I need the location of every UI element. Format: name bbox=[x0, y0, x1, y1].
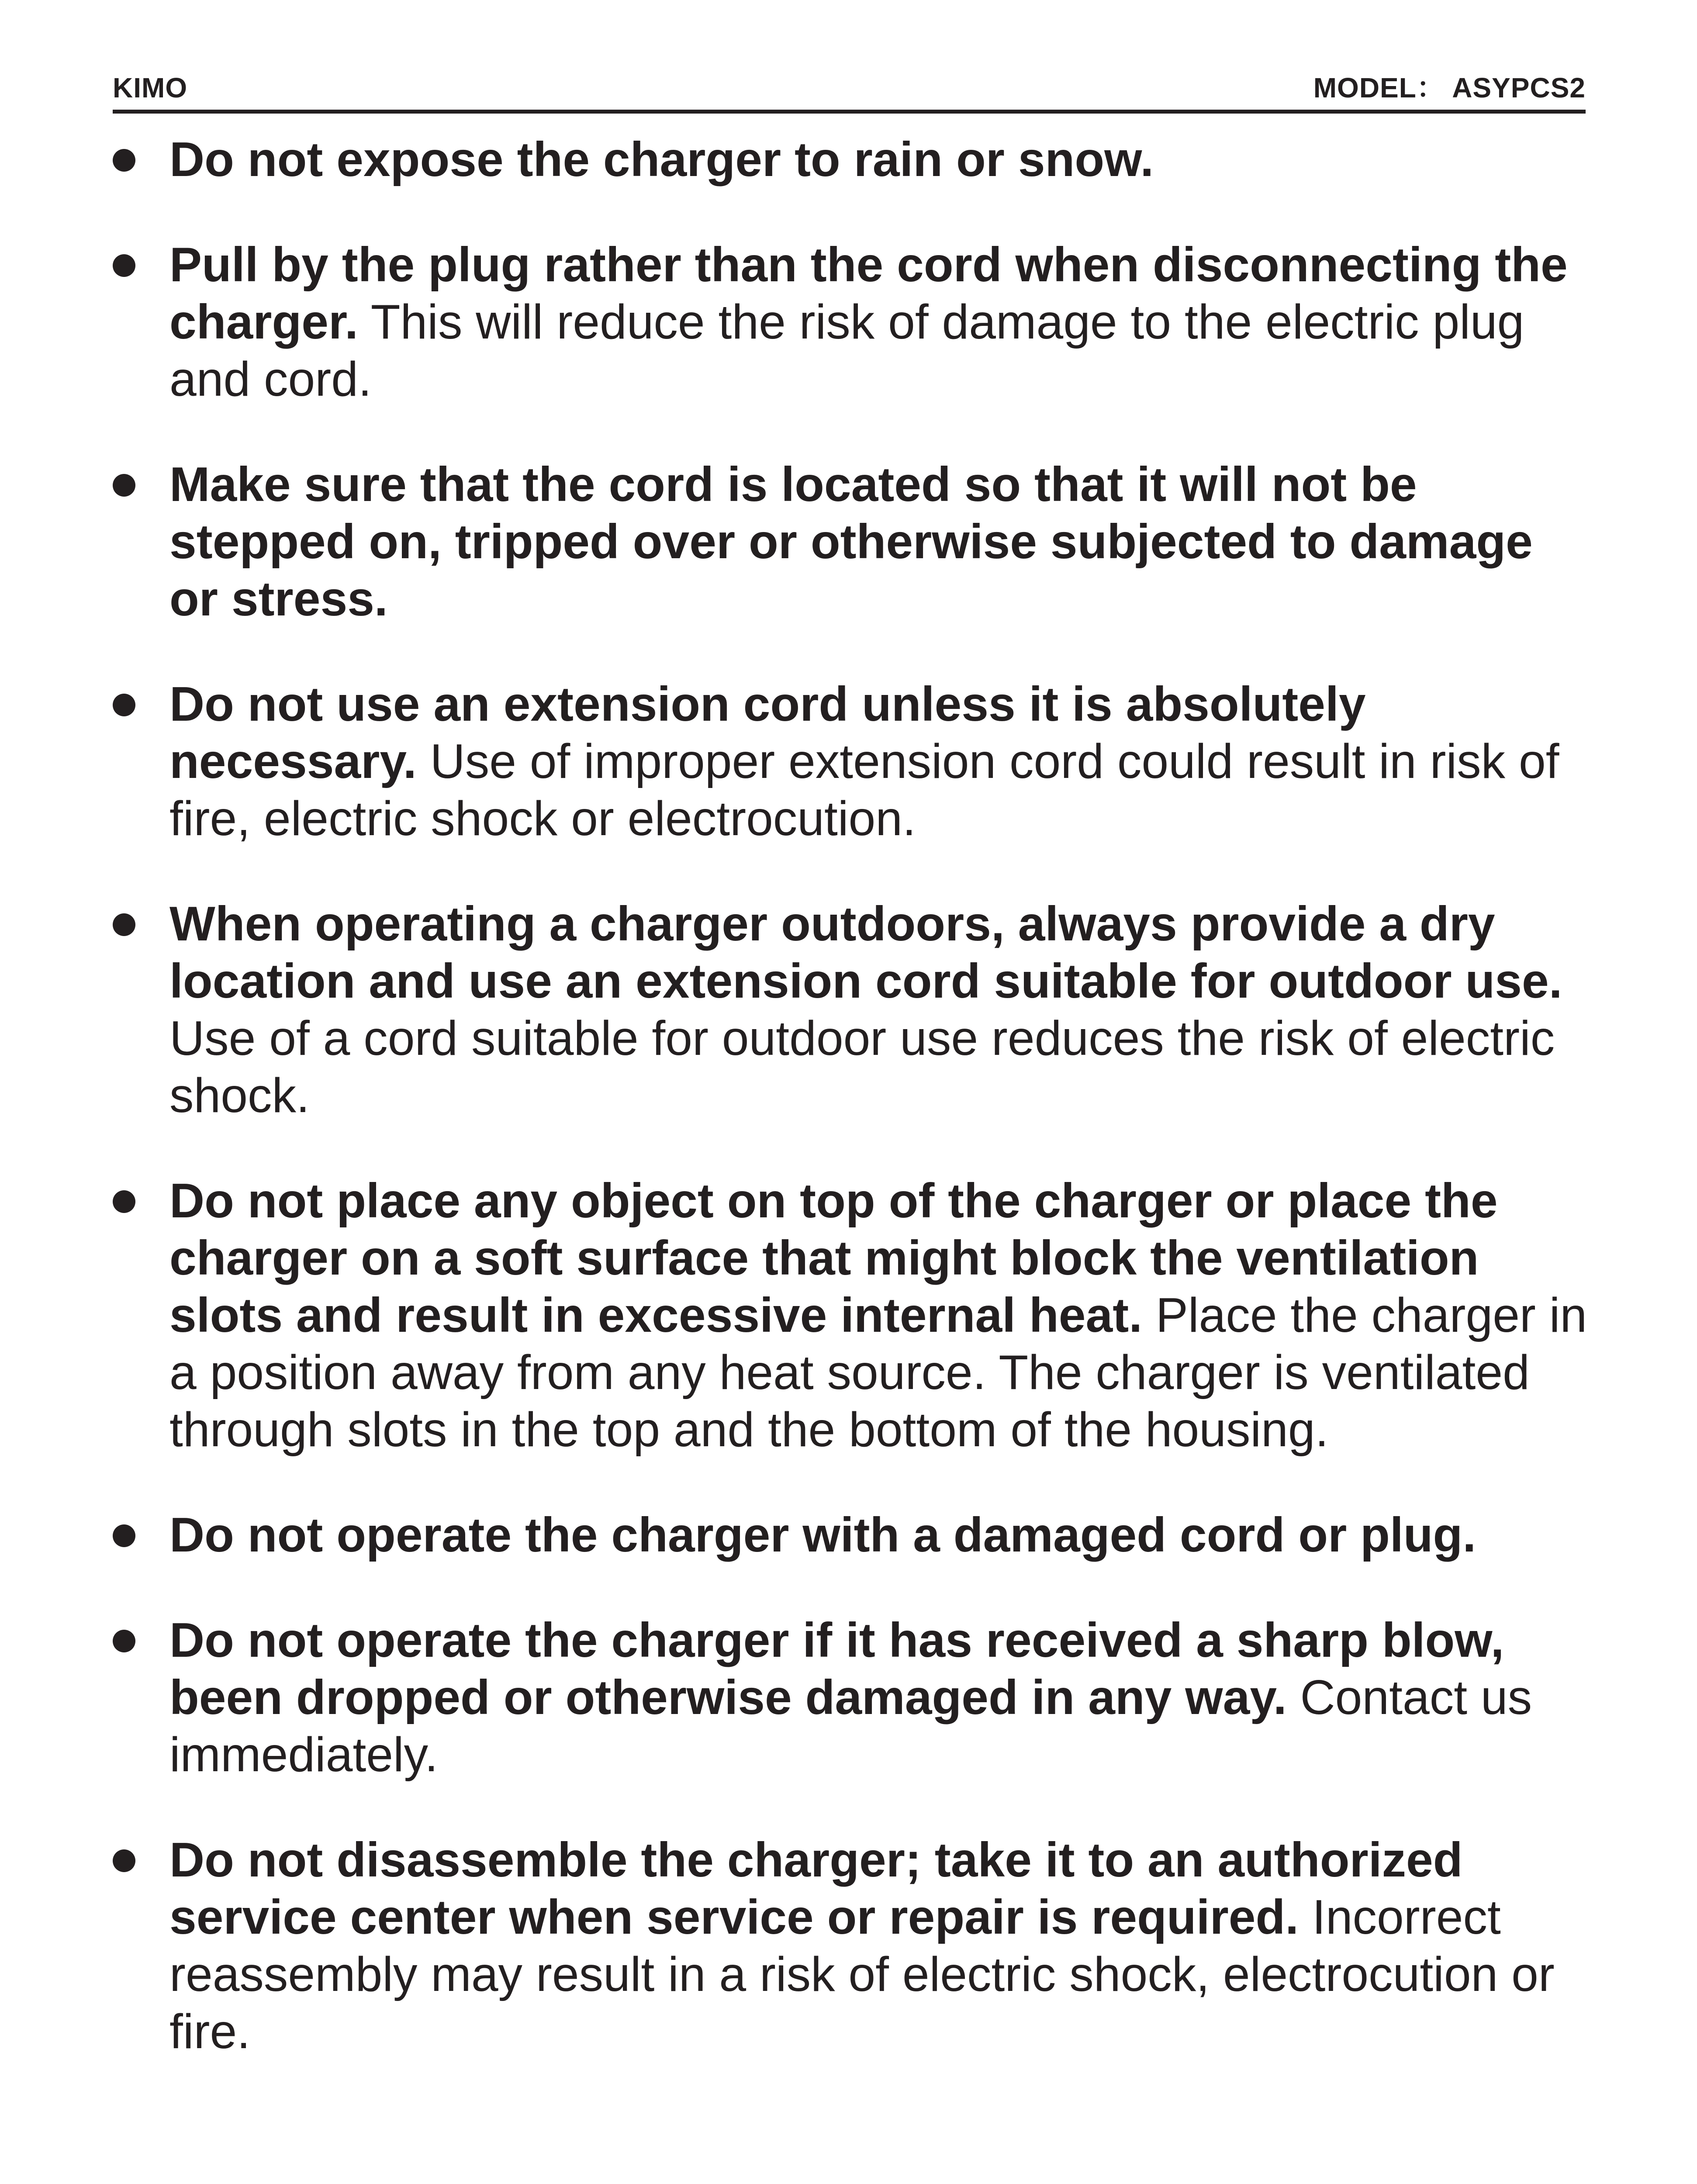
item-bold-text: Do not operate the charger with a damaged cord or plug. bbox=[169, 1508, 1476, 1562]
list-item bbox=[113, 1507, 1593, 1564]
item-body-text: Contact us immediately. bbox=[169, 1670, 1532, 1782]
bullet-icon bbox=[113, 1524, 135, 1547]
bullet-icon bbox=[113, 474, 135, 497]
safety-instructions-list bbox=[113, 131, 1593, 2108]
item-body-text: This will reduce the risk of damage to the electric plug and cord. bbox=[169, 295, 1524, 406]
item-body-text: Place the charger in a position away from any heat source. The charger is ventilated through slots in the top and the bottom of the housing. bbox=[169, 1288, 1587, 1457]
item-bold-text: Make sure that the cord is located so that it will not be stepped on, tripped over or otherwise subjected to damage or stress. bbox=[169, 457, 1533, 626]
bullet-icon bbox=[113, 694, 135, 716]
item-body-text: Use of improper extension cord could result in risk of fire, electric shock or electrocution. bbox=[169, 734, 1559, 846]
bullet-icon bbox=[113, 1849, 135, 1872]
item-bold-text: Do not disassemble the charger; take it to an authorized service center when service or repair is required. bbox=[169, 1833, 1463, 1944]
list-item bbox=[113, 131, 1593, 188]
list-item bbox=[113, 895, 1593, 1124]
item-body-text: Incorrect reassembly may result in a risk of electric shock, electrocution or fire. bbox=[169, 1890, 1555, 2059]
list-item bbox=[113, 1832, 1593, 2060]
item-bold-text: Do not use an extension cord unless it is absolutely necessary. bbox=[169, 677, 1366, 788]
item-body-text: Use of a cord suitable for outdoor use reduces the risk of electric shock. bbox=[169, 1011, 1555, 1123]
bullet-icon bbox=[113, 149, 135, 172]
list-item bbox=[113, 676, 1593, 847]
bullet-icon bbox=[113, 913, 135, 936]
brand-name: KIMO bbox=[113, 72, 188, 104]
bullet-icon bbox=[113, 1630, 135, 1652]
item-bold-text: When operating a charger outdoors, always provide a dry location and use an extension cord suitable for outdoor use. bbox=[169, 897, 1562, 1008]
model-number: MODEL： ASYPCS2 bbox=[1313, 72, 1586, 104]
bullet-icon bbox=[113, 254, 135, 277]
item-bold-text: Pull by the plug rather than the cord when disconnecting the charger. bbox=[169, 238, 1568, 349]
list-item bbox=[113, 1612, 1593, 1783]
item-bold-text: Do not place any object on top of the charger or place the charger on a soft surface that might block the ventilation slots and result in excessive internal heat. bbox=[169, 1174, 1498, 1342]
list-item bbox=[113, 456, 1593, 628]
list-item bbox=[113, 236, 1593, 408]
item-bold-text: Do not expose the charger to rain or snow. bbox=[169, 132, 1154, 187]
bullet-icon bbox=[113, 1190, 135, 1213]
item-bold-text: Do not operate the charger if it has received a sharp blow, been dropped or otherwise damaged in any way. bbox=[169, 1613, 1504, 1724]
page-header bbox=[113, 66, 1586, 114]
list-item bbox=[113, 1172, 1593, 1458]
